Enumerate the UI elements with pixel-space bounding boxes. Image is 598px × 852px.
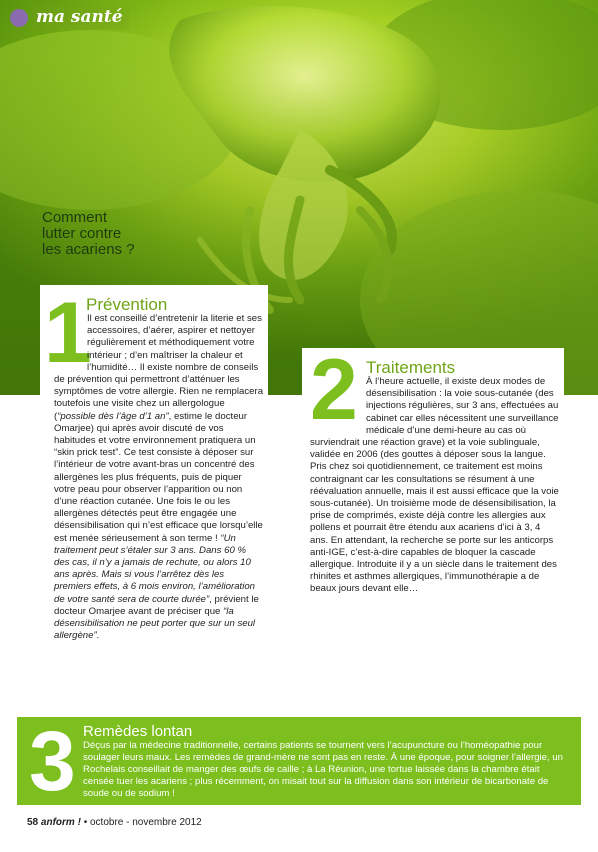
section-title-traitements: Traitements — [366, 358, 456, 377]
issue-date: octobre - novembre 2012 — [89, 817, 202, 828]
page-number: 58 — [27, 817, 39, 828]
title-line-1: Comment — [42, 209, 108, 226]
article-title — [42, 210, 182, 258]
section-prevention — [40, 285, 268, 735]
section-title-prevention: Prévention — [86, 295, 168, 314]
section-dot-icon — [10, 9, 28, 27]
section-label: ma santé — [32, 7, 129, 29]
section-number-3: 3 — [29, 714, 76, 808]
title-line-3: les acariens ? — [42, 241, 135, 258]
footer-separator: • — [83, 817, 88, 828]
section-body-remedes: Déçus par la médecine traditionnelle, certains patients se tournent vers l’acupuncture ou l’homéopathie pour soulager leurs maux. Les remèdes de grand-mère ne sont pas en reste. À une époque, pour soigner l’allergie, un Rochelais conseillait de manger des œufs de caille ; à La Réunion, une tortue laissée dans la chambre était censée tuer les acariens ; plus récemment, on misait tout sur la diffusion dans son intérieur de bicarbonate de soude ou de sodium ! — [83, 740, 563, 799]
section-remedes — [17, 714, 581, 808]
title-line-2: lutter contre — [42, 225, 122, 242]
section-body-traitements: À l’heure actuelle, il existe deux modes de désensibilisation : la voie sous-cutanée (des injections régulières, sur 3 ans, effectuées au cabinet car elles nécessitent une surveillance médicale d’une demi-heure au cas où surviendrait une réaction grave) et la voie sublinguale, validée en 2006 (des gouttes à déposer sous la langue. Pris chez soi quotidiennement, ce traitement est moins contraignant car les consultations se résument à une réévaluation annuelle, mais il est aussi efficace que la voie sous-cutanée). Un troisième mode de désensibilisation, la prise de comprimés, existe déjà contre les allergies aux pollens et pourrait être étendu aux acariens d’ici à 3, 4 ans. En attendant, la recherche se porte sur les anticorps anti-IGE, c’est-à-dire capables de bloquer la cascade allergique. Introduite il y a un siècle dans le traitement des rhinites et asthmes allergiques, l’immunothérapie a de beaux jours devant elle… — [310, 376, 559, 595]
section-number-2: 2 — [310, 342, 358, 438]
page-footer — [27, 817, 202, 828]
section-number-1: 1 — [44, 285, 92, 381]
section-tag — [10, 8, 129, 28]
section-traitements — [302, 342, 564, 713]
magazine-name: anform ! — [40, 817, 81, 828]
section-body-prevention: Il est conseillé d’entretenir la literie et ses accessoires, d’aérer, aspirer et nettoyer régulièrement et méthodiquement votre intérieur ; d’en maîtriser la chaleur et l’humidité… Il existe nombre de conseils de prévention qui permettront d’atténuer les symptômes de votre allergie. Rien ne remplacera toutefois une visite chez un allergologue (“possible dès l’âge d’1 an”, estime le docteur Omarjee) qui après avoir discuté de vos habitudes et votre environnement pratiquera un “skin prick test”. Ce test consiste à déposer sur l’intérieur de votre avant-bras un concentré des allergènes les plus fréquents, puis de piquer votre peau pour observer l’apparition ou non d’une réaction cutanée. Une fois le ou les allergènes détectés peut être engagée une désensibilisation qui n’est efficace que lorsqu’elle est menée sérieusement à son terme ! “Un traitement peut s’étaler sur 3 ans. Dans 60 % des cas, il n’y a jamais de rechute, ou alors 10 ans après. Mais si vous l’arrêtez dès les premiers effets, à 6 mois environ, l’amélioration de votre santé sera de courte durée”, prévient le docteur Omarjee avant de préciser que “la désensibilisation ne peut porter que sur un seul allergène”. — [54, 313, 264, 642]
section-title-remedes: Remèdes lontan — [83, 723, 193, 740]
